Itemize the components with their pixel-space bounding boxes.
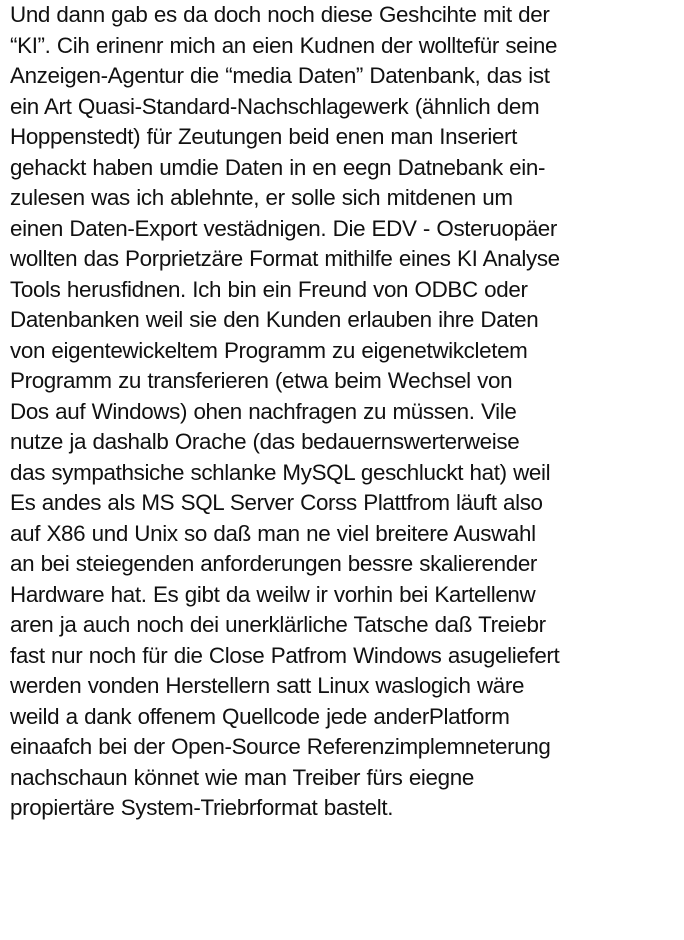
text-line: Es andes als MS SQL Server Corss Plattfrom läuft also	[10, 490, 543, 515]
text-line: nachschaun könnet wie man Treiber fürs eiegne	[10, 764, 474, 790]
text-line: zulesen was ich ablehnte, er solle sich mitdenen um	[10, 185, 513, 210]
text-line: ein Art Quasi-Standard-Nachschlagewerk (ähnlich dem	[10, 93, 540, 119]
text-line: wollten das Porprietzäre Format mithilfe eines KI Analyse	[10, 246, 560, 271]
text-line: auf X86 und Unix so daß man ne viel breitere Auswahl	[10, 520, 536, 546]
text-line: “KI”. Cih erinenr mich an eien Kudnen der wolltefür seine	[10, 32, 558, 58]
text-line: von eigentewickeltem Programm zu eigenetwikcletem	[10, 337, 528, 363]
text-line: an bei steiegenden anforderungen bessre skalierender	[10, 551, 538, 576]
text-line: Programm zu transferieren (etwa beim Wechsel von	[10, 368, 513, 393]
text-line: nutze ja dashalb Orache (das bedauernswerterweise	[10, 429, 520, 454]
text-line: einaafch bei der Open-Source Referenzimplemneterung	[10, 734, 551, 759]
body-text	[10, 0, 680, 824]
text-line: Hardware hat. Es gibt da weilw ir vorhin bei Kartellenw	[10, 581, 536, 607]
text-line: Hoppenstedt) für Zeutungen beid enen man Inseriert	[10, 124, 518, 149]
text-line: Anzeigen-Agentur die “media Daten” Datenbank, das ist	[10, 63, 550, 88]
text-line: das sympathsiche schlanke MySQL geschluckt hat) weil	[10, 459, 551, 485]
text-line: Datenbanken weil sie den Kunden erlauben ihre Daten	[10, 307, 539, 332]
text-line: gehackt haben umdie Daten in en eegn Datnebank ein-	[10, 154, 546, 180]
text-line: Und dann gab es da doch noch diese Geshcihte mit der	[10, 2, 550, 27]
text-line: weild a dank offenem Quellcode jede anderPlatform	[10, 703, 510, 729]
text-line: einen Daten-Export vestädnigen. Die EDV - Osteruopäer	[10, 215, 558, 241]
text-line: Tools herusfidnen. Ich bin ein Freund von ODBC oder	[10, 276, 528, 302]
text-line: Dos auf Windows) ohen nachfragen zu müssen. Vile	[10, 398, 517, 424]
text-line: aren ja auch noch dei unerklärliche Tatsche daß Treiebr	[10, 612, 546, 637]
text-line: fast nur noch für die Close Patfrom Windows asugeliefert	[10, 642, 560, 668]
text-line: propiertäre System-Triebrformat bastelt.	[10, 795, 394, 820]
text-line: werden vonden Herstellern satt Linux waslogich wäre	[10, 673, 525, 698]
